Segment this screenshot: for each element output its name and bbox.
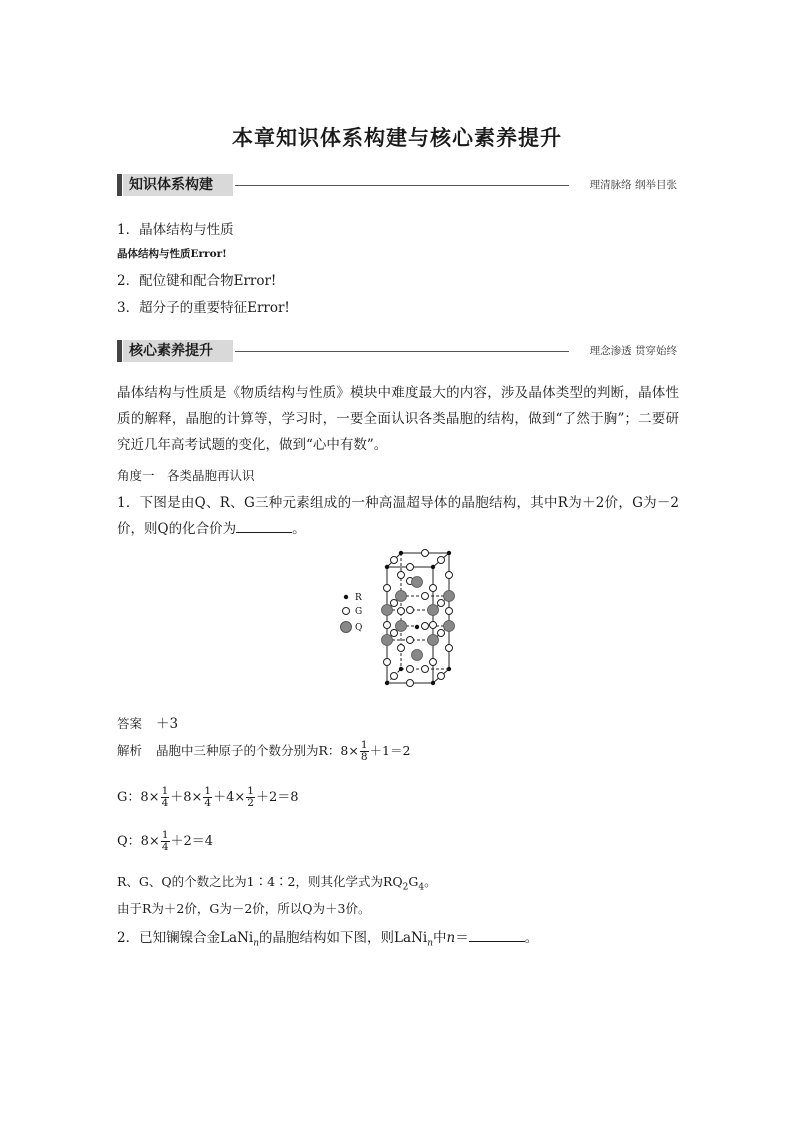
atom-g xyxy=(391,557,398,564)
atom-g xyxy=(438,630,445,637)
atom-g xyxy=(446,572,453,579)
legend-q-marker xyxy=(341,622,352,633)
section-label: 知识体系构建 xyxy=(123,174,233,196)
atom-g xyxy=(446,645,453,652)
analysis-label: 解析 xyxy=(117,743,143,758)
answer-label: 答案 xyxy=(117,716,143,731)
atom-g xyxy=(422,593,429,600)
atom-q xyxy=(444,591,455,602)
atom-r xyxy=(399,551,403,555)
atom-r xyxy=(385,565,389,569)
section-label: 核心素养提升 xyxy=(123,340,233,362)
legend-g-marker xyxy=(343,608,350,615)
section-header-literacy xyxy=(117,340,677,362)
atom-g xyxy=(422,623,429,630)
section-bar xyxy=(117,340,122,362)
atom-q xyxy=(412,650,423,661)
atom-g xyxy=(391,630,398,637)
crystal-cell-figure xyxy=(335,545,465,705)
answer-value: ＋3 xyxy=(156,716,179,732)
atom-q xyxy=(382,605,393,616)
section-rule xyxy=(235,185,569,186)
atom-g xyxy=(422,550,429,557)
atom-r xyxy=(399,667,403,671)
page-title: 本章知识体系构建与核心素养提升 xyxy=(232,125,562,150)
answer-blank[interactable] xyxy=(236,520,292,533)
atom-g xyxy=(398,608,405,615)
list-item-1: 1．晶体结构与性质 xyxy=(117,222,234,238)
legend-g-label: G xyxy=(355,607,363,617)
atom-g xyxy=(407,564,414,571)
atom-q xyxy=(396,591,407,602)
atom-q xyxy=(428,605,439,616)
intro-paragraph: 晶体结构与性质是《物质结构与性质》模块中难度最大的内容，涉及晶体类型的判断，晶体性质的解释，晶胞的计算等，学习时，一要全面认识各类晶胞的结构，做到“了然于胸”；二要研究近几年高考试题的变化，做到“心中有数”。 xyxy=(117,385,679,453)
atom-g xyxy=(407,637,414,644)
section-note: 理清脉络 纲举目张 xyxy=(589,179,677,191)
analysis-line-q: Q：8× $\frac{1}{4}$ ＋2＝4 xyxy=(117,829,214,853)
atom-r xyxy=(431,681,435,685)
atom-g xyxy=(407,607,414,614)
question-1-end: 。 xyxy=(292,521,306,537)
atom-r xyxy=(447,551,451,555)
atom-r xyxy=(431,565,435,569)
atom-r xyxy=(415,625,419,629)
section-note: 理念渗透 贯穿始终 xyxy=(589,345,677,357)
legend-r-marker xyxy=(344,595,348,599)
atom-r xyxy=(447,667,451,671)
analysis-line-g: G：8× $\frac{1}{4}$ ＋8× $\frac{1}{4}$ ＋4× $\frac{1}{2}$ ＋2＝8 xyxy=(117,785,299,809)
legend-r-label: R xyxy=(355,593,362,603)
fraction: $\frac{1}{4}$ xyxy=(161,829,169,853)
atom-g xyxy=(438,557,445,564)
section-bar xyxy=(117,174,122,196)
atom-g xyxy=(384,659,391,666)
atom-q xyxy=(412,577,423,588)
atom-q xyxy=(382,635,393,646)
analysis-valence: 由于R为＋2价，G为－2价，所以Q为＋3价。 xyxy=(117,901,371,916)
atom-g xyxy=(391,673,398,680)
atom-g xyxy=(407,666,414,673)
atom-g xyxy=(407,680,414,687)
fraction: $\frac{1}{2}$ xyxy=(247,785,254,809)
analysis-line-1 xyxy=(117,740,410,763)
atom-g xyxy=(438,600,445,607)
atom-r xyxy=(385,681,389,685)
atom-g xyxy=(438,673,445,680)
atom-q xyxy=(396,621,407,632)
list-item-3: 3．超分子的重要特征Error! xyxy=(117,300,290,316)
atom-g xyxy=(430,585,437,592)
atom-g xyxy=(384,585,391,592)
atom-g xyxy=(398,572,405,579)
section-header-knowledge xyxy=(117,174,677,196)
legend-q-label: Q xyxy=(355,623,363,633)
question-1-text: 1．下图是由Q、R、G三种元素组成的一种高温超导体的晶胞结构，其中R为＋2价，G为－2价，则Q的化合价为 xyxy=(117,495,679,537)
analysis-tail: ＋1＝2 xyxy=(369,743,411,758)
atom-g xyxy=(430,622,437,629)
angle-heading: 角度一 各类晶胞再认识 xyxy=(117,468,255,483)
question-2: 2．已知镧镍合金LaNi$_n$的晶胞结构如下图，则LaNi$_n$中n＝ 。 xyxy=(117,930,539,949)
fraction: $\frac{1}{4}$ xyxy=(161,785,169,809)
analysis-ratio: R、G、Q的个数之比为1∶4∶2，则其化学式为$RQ_2G_4$。 xyxy=(117,874,437,893)
list-item-2: 2．配位键和配合物Error! xyxy=(117,273,277,289)
question-1 xyxy=(117,490,679,542)
answer-blank[interactable] xyxy=(469,929,525,942)
analysis-text: 晶胞中三种原子的个数分别为R：8× xyxy=(156,743,359,758)
section-rule xyxy=(235,351,569,352)
atom-g xyxy=(391,600,398,607)
atom-g xyxy=(398,645,405,652)
list-item-1-sub: 晶体结构与性质Error! xyxy=(117,248,227,260)
atom-g xyxy=(422,666,429,673)
fraction: $\frac{1}{8}$ xyxy=(360,739,368,763)
atom-q xyxy=(428,635,439,646)
answer-line xyxy=(117,712,178,732)
atom-g xyxy=(430,659,437,666)
atom-q xyxy=(444,621,455,632)
fraction: $\frac{1}{4}$ xyxy=(204,785,212,809)
atom-g xyxy=(384,622,391,629)
atom-g xyxy=(446,608,453,615)
